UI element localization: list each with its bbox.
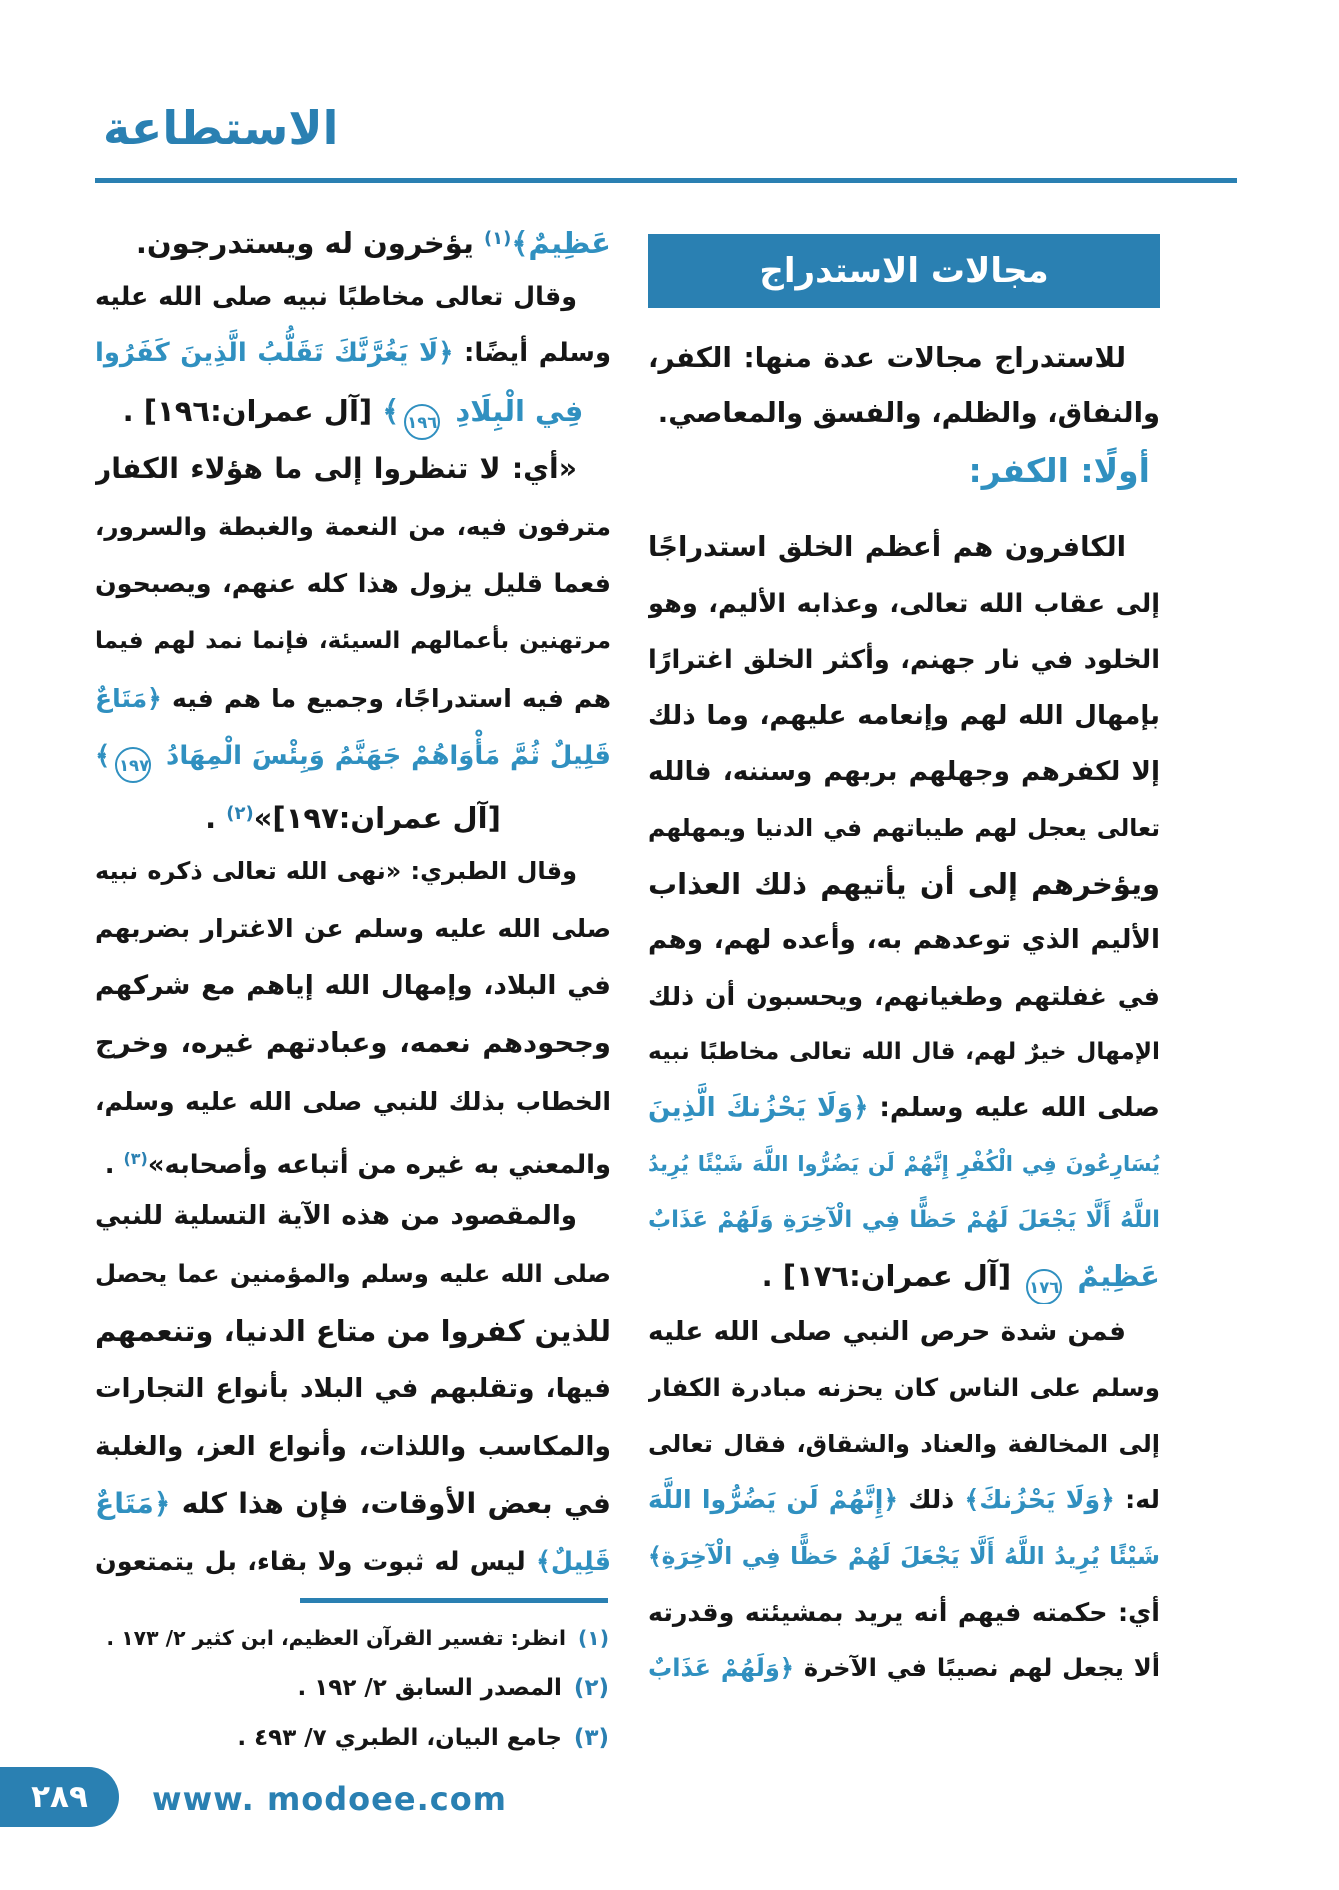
text-line	[95, 843, 611, 901]
page-number: ٢٨٩	[31, 1779, 88, 1815]
verse-number-medallion: ١٩٦	[404, 404, 440, 440]
quran-text-run: ﴿إِنَّهُمْ لَن يَضُرُّوا اللَّهَ	[648, 1485, 899, 1514]
quran-text-run: قَلِيلٌ ثُمَّ مَأْوَاهُمْ جَهَنَّمُ وَبِئْسَ الْمِهَادُ	[156, 740, 611, 771]
text-line	[648, 688, 1160, 744]
text-line	[95, 613, 611, 671]
text-line	[95, 498, 611, 556]
body-text-run: الأليم الذي توعدهم به، وأعده لهم، وهم	[648, 925, 1160, 955]
quran-text-run: شَيْئًا يُرِيدُ اللَّهُ أَلَّا يَجْعَلَ لَهُمْ حَظًّا فِي الْآخِرَةِ﴾	[648, 1542, 1160, 1570]
body-text-run: والنفاق، والظلم، والفسق والمعاصي.	[657, 398, 1160, 429]
quran-text-run: ﴿وَلَا يَحْزُنكَ الَّذِينَ	[648, 1093, 869, 1123]
text-line	[648, 330, 1160, 386]
verse-number-medallion: ١٩٧	[115, 747, 151, 783]
text-line	[95, 440, 611, 498]
column-left	[95, 210, 611, 1763]
quran-text-run: عَظِيمٌ﴾	[511, 226, 611, 260]
body-text-run: الكافرون هم أعظم الخلق استدراجًا	[648, 532, 1126, 563]
footnote	[95, 1713, 611, 1763]
body-text-run: وقال الطبري: «نهى الله تعالى ذكره نبيه	[95, 856, 577, 885]
body-text-run: الإمهال خيرٌ لهم، قال الله تعالى مخاطبًا نبيه	[648, 1038, 1160, 1065]
text-line	[95, 1188, 611, 1246]
body-text-run: في غفلتهم وطغيانهم، ويحسبون أن ذلك	[648, 981, 1160, 1011]
text-line	[648, 1024, 1160, 1080]
body-text-run: والمعني به غيره من أتباعه وأصحابه»	[147, 1150, 611, 1180]
text-line	[95, 210, 611, 268]
text-line	[95, 1073, 611, 1131]
body-text-run: والمكاسب واللذات، وأنواع العز، والغلبة	[95, 1430, 611, 1462]
text-line	[95, 1475, 611, 1533]
body-text-run: [آل عمران:١٧٦] .	[761, 1259, 1022, 1293]
body-text-run: وجحودهم نعمه، وعبادتهم غيره، وخرج	[95, 1028, 611, 1059]
verse-number-medallion: ١٧٦	[1026, 1269, 1062, 1304]
subsection-heading: أولًا: الكفر:	[968, 451, 1150, 490]
footnote	[95, 1613, 611, 1663]
body-text-run: إلى عقاب الله تعالى، وعذابه الأليم، وهو	[648, 589, 1160, 619]
text-line	[648, 576, 1160, 632]
text-line	[95, 670, 611, 728]
footnote-text: انظر: تفسير القرآن العظيم، ابن كثير ٢/ ١٧٣ .	[106, 1626, 566, 1650]
quran-text-run: عَظِيمٌ	[1067, 1259, 1160, 1293]
footnote-text: جامع البيان، الطبري ٧/ ٤٩٣ .	[237, 1725, 562, 1751]
body-text-run: في البلاد، وإمهال الله إياهم مع شركهم	[95, 970, 611, 1001]
body-text-run: هم فيه استدراجًا، وجميع ما هم فيه	[161, 684, 611, 713]
quran-text-run: يُسَارِعُونَ فِي الْكُفْرِ إِنَّهُمْ لَن يَضُرُّوا اللَّهَ شَيْئًا يُرِيدُ	[648, 1152, 1160, 1176]
text-line	[648, 1416, 1160, 1472]
body-text-run: صلى الله عليه وسلم والمؤمنين عما يحصل	[95, 1259, 611, 1288]
body-text-run: صلى الله عليه وسلم عن الاغترار بضربهم	[95, 914, 611, 943]
body-text-run: تعالى يعجل لهم طيباتهم في الدنيا ويمهلهم	[648, 814, 1160, 842]
section-title-bar	[648, 234, 1160, 308]
footnote-marker: (٢)	[573, 1675, 609, 1701]
text-line	[648, 1640, 1160, 1696]
body-text-run: والمقصود من هذه الآية التسلية للنبي	[95, 1200, 577, 1231]
body-text-run: أي: حكمته فيهم أنه يريد بمشيئته وقدرته	[648, 1597, 1160, 1627]
body-text-run: وقال تعالى مخاطبًا نبيه صلى الله عليه	[95, 280, 577, 311]
body-text-run: .	[205, 801, 227, 835]
header-divider	[95, 178, 1237, 183]
website-url: www. modoee.com	[152, 1780, 508, 1818]
page-number-pill	[0, 1767, 119, 1827]
body-text-run: للذين كفروا من متاع الدنيا، وتنعمهم	[95, 1313, 611, 1348]
text-line	[648, 386, 1160, 442]
text-line	[648, 1472, 1160, 1528]
text-line	[95, 555, 611, 613]
quran-text-run: ﴿لَا يَغُرَّنَّكَ تَقَلُّبُ الَّذِينَ كَفَرُوا	[95, 338, 454, 368]
text-line	[95, 268, 611, 326]
footnote	[95, 1663, 611, 1713]
body-text-run: فيها، وتقلبهم في البلاد بأنواع التجارات	[95, 1373, 611, 1404]
body-text-run: مترفون فيه، من النعمة والغبطة والسرور،	[95, 511, 611, 541]
text-line	[648, 800, 1160, 856]
body-text-run: .	[104, 1150, 124, 1180]
column-right	[648, 234, 1160, 1696]
text-line	[95, 900, 611, 958]
text-line	[648, 1192, 1160, 1248]
body-text-run: ليس له ثبوت ولا بقاء، بل يتمتعون	[95, 1545, 536, 1576]
footnote-ref: (١)	[483, 228, 512, 249]
body-text-run: يؤخرون له ويستدرجون.	[135, 226, 484, 260]
text-line	[95, 383, 611, 441]
text-line	[648, 744, 1160, 800]
text-line	[95, 728, 611, 786]
body-text-run: الخطاب بذلك للنبي صلى الله عليه وسلم،	[95, 1086, 611, 1116]
body-paragraphs	[95, 210, 611, 1590]
quran-text-run: اللَّهُ أَلَّا يَجْعَلَ لَهُمْ حَظًّا فِي الْآخِرَةِ وَلَهُمْ عَذَابٌ	[648, 1207, 1160, 1233]
text-line	[95, 785, 611, 843]
body-text-run: وسلم على الناس كان يحزنه مبادرة الكفار	[648, 1373, 1160, 1402]
footnote-marker: (١)	[577, 1626, 609, 1650]
quran-text-run: ﴿وَلَهُمْ عَذَابٌ	[648, 1654, 795, 1682]
text-line	[95, 325, 611, 383]
body-text-run: بإمهال الله لهم وإنعامه عليهم، وما ذلك	[648, 701, 1160, 731]
text-line	[648, 1304, 1160, 1360]
intro-paragraph	[648, 330, 1160, 442]
body-text-run: الخلود في نار جهنم، وأكثر الخلق اغترارًا	[648, 645, 1160, 675]
text-line	[95, 1015, 611, 1073]
body-text-run: ألا يجعل لهم نصيبًا في الآخرة	[794, 1654, 1160, 1682]
text-line	[95, 958, 611, 1016]
body-text-run: [آل عمران:١٩٦] .	[122, 393, 383, 428]
text-line	[648, 1584, 1160, 1640]
body-text-run: وسلم أيضًا:	[453, 338, 611, 368]
body-text-run: فمن شدة حرص النبي صلى الله عليه	[648, 1317, 1126, 1347]
quran-text-run: قَلِيلٌ﴾	[536, 1545, 611, 1576]
body-paragraphs	[648, 520, 1160, 1696]
footnote-ref: (٣)	[123, 1149, 148, 1168]
page-title: الاستطاعة	[103, 101, 339, 155]
text-line	[95, 1418, 611, 1476]
body-text-run: إلى المخالفة والعناد والشقاق، فقال تعالى	[648, 1430, 1160, 1458]
body-text-run: «أي: لا تنظروا إلى ما هؤلاء الكفار	[95, 452, 577, 485]
footnote-ref: (٢)	[226, 803, 254, 824]
body-text-run: ذلك	[898, 1485, 965, 1514]
body-text-run: فعما قليل يزول هذا كله عنهم، ويصبحون	[95, 568, 611, 598]
text-line	[648, 632, 1160, 688]
text-line	[95, 1360, 611, 1418]
quran-text-run: ﴿مَتَاعٌ	[95, 1487, 171, 1520]
footnote-marker: (٣)	[573, 1725, 609, 1751]
footnotes-block	[95, 1613, 611, 1763]
quran-text-run: فِي الْبِلَادِ	[445, 393, 584, 428]
text-line	[648, 1136, 1160, 1192]
body-text-run: صلى الله عليه وسلم:	[868, 1093, 1160, 1123]
text-line	[648, 912, 1160, 968]
body-text-run: إلا لكفرهم وجهلهم بربهم وسننه، فالله	[648, 757, 1160, 787]
quran-text-run: ﴾	[382, 393, 400, 428]
body-text-run: مرتهنين بأعمالهم السيئة، فإنما نمد لهم فيما	[95, 627, 611, 654]
text-line	[95, 1130, 611, 1188]
text-line	[648, 1080, 1160, 1136]
text-line	[648, 856, 1160, 912]
footnote-text: المصدر السابق ٢/ ١٩٢ .	[297, 1675, 562, 1701]
text-line	[648, 520, 1160, 576]
text-line	[648, 968, 1160, 1024]
body-text-run: للاستدراج مجالات عدة منها: الكفر،	[648, 341, 1126, 374]
text-line	[648, 1360, 1160, 1416]
body-text-run: في بعض الأوقات، فإن هذا كله	[170, 1487, 611, 1520]
text-line	[648, 1528, 1160, 1584]
text-line	[648, 1248, 1160, 1304]
text-line	[95, 1245, 611, 1303]
body-text-run: ويؤخرهم إلى أن يأتيهم ذلك العذاب	[648, 867, 1160, 901]
footnote-divider	[300, 1598, 608, 1603]
body-text-run: [آل عمران:١٩٧]»	[253, 801, 501, 835]
quran-text-run: ﴿مَتَاعٌ	[95, 684, 162, 713]
quran-text-run: ﴾	[95, 740, 111, 771]
text-line	[95, 1533, 611, 1591]
section-title: مجالات الاستدراج	[759, 251, 1049, 291]
body-text-run: له:	[1114, 1485, 1160, 1514]
quran-text-run: ﴿وَلَا يَحْزُنكَ﴾	[964, 1485, 1115, 1514]
text-line	[95, 1303, 611, 1361]
